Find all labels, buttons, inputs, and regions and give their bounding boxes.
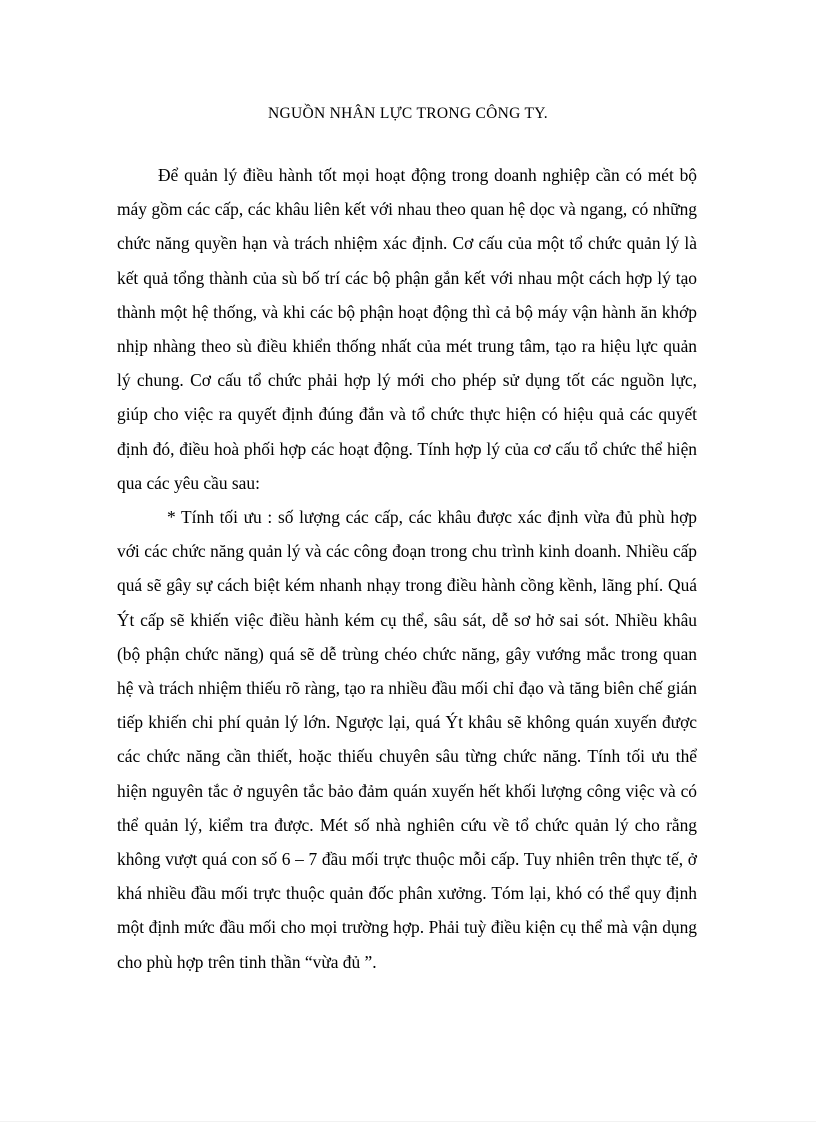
paragraph-optimality: * Tính tối ưu : số lượng các cấp, các khâu được xác định vừa đủ phù hợp với các chức năng quản lý và các công đoạn trong chu trình kinh doanh. Nhiều cấp quá sẽ gây sự cách biệt kém nhanh nhạy trong điều hành cồng kềnh, lãng phí. Quá Ýt cấp sẽ khiến việc điều hành kém cụ thể, sâu sát, dễ sơ hở sai sót. Nhiều khâu (bộ phận chức năng) quá sẽ dễ trùng chéo chức năng, gây vướng mắc trong quan hệ và trách nhiệm thiếu rõ ràng, tạo ra nhiều đầu mối chỉ đạo và tăng biên chế gián tiếp khiến chi phí quản lý lớn. Ngược lại, quá Ýt khâu sẽ không quán xuyến được các chức năng cần thiết, hoặc thiếu chuyên sâu từng chức năng. Tính tối ưu thể hiện nguyên tắc ở nguyên tắc bảo đảm quán xuyến hết khối lượng công việc và có thể quản lý, kiểm tra được. Mét số nhà nghiên cứu về tổ chức quản lý cho rằng không vượt quá con số 6 – 7 đầu mối trực thuộc mỗi cấp. Tuy nhiên trên thực tế, ở khá nhiều đầu mối trực thuộc quản đốc phân xưởng. Tóm lại, khó có thể quy định một định mức đầu mối cho mọi trường hợp. Phải tuỳ điều kiện cụ thể mà vận dụng cho phù hợp trên tinh thần “vừa đủ ”.: [117, 507, 697, 972]
paragraph-intro: Để quản lý điều hành tốt mọi hoạt động trong doanh nghiệp cần có mét bộ máy gồm các cấp, các khâu liên kết với nhau theo quan hệ dọc và ngang, có những chức năng quyền hạn và trách nhiệm xác định. Cơ cấu của một tổ chức quản lý là kết quả tổng thành của sù bố trí các bộ phận gắn kết với nhau một cách hợp lý tạo thành một hệ thống, và khi các bộ phận hoạt động thì cả bộ máy vận hành ăn khớp nhịp nhàng theo sù điều khiển thống nhất của mét trung tâm, tạo ra hiệu lực quản lý chung. Cơ cấu tổ chức phải hợp lý mới cho phép sử dụng tốt các nguồn lực, giúp cho việc ra quyết định đúng đắn và tổ chức thực hiện có hiệu quả các quyết định đó, điều hoà phối hợp các hoạt động. Tính hợp lý của cơ cấu tổ chức thể hiện qua các yêu cầu sau:: [117, 165, 697, 493]
document-body: [117, 158, 697, 979]
document-title: NGUỒN NHÂN LỰC TRONG CÔNG TY.: [268, 105, 548, 122]
page-edge: [0, 1121, 816, 1122]
